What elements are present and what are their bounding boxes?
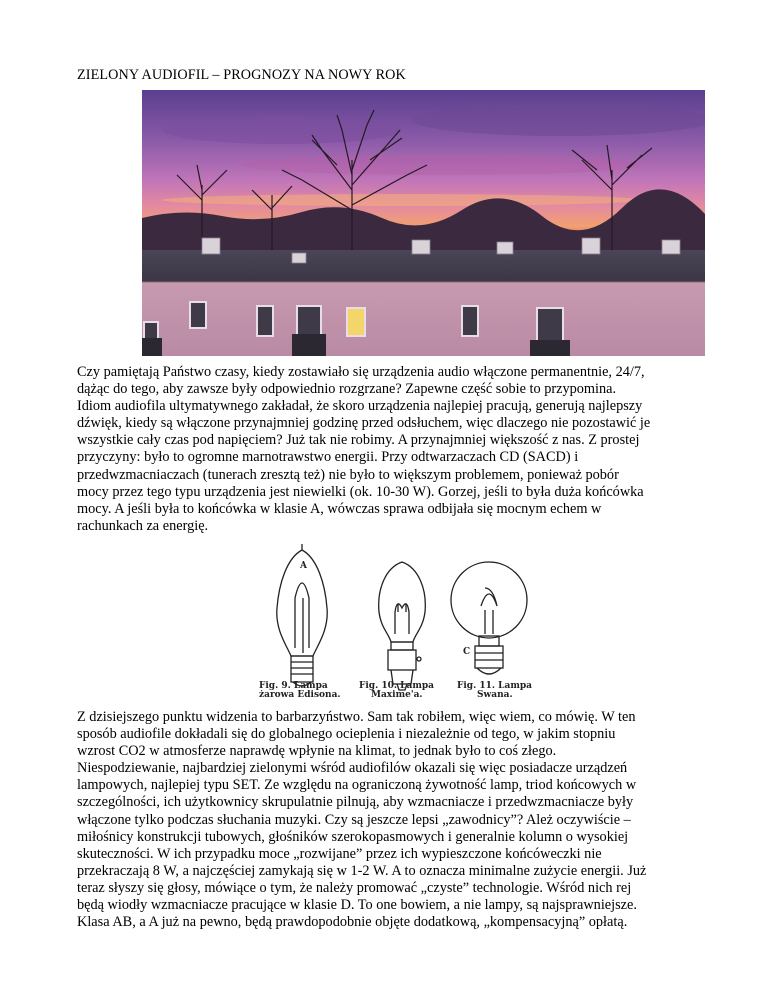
sunset-photo [142, 90, 705, 356]
text-line: Idiom audiofila ultymatywnego zakładał, że skoro urządzenia najlepiej pracują, generują najlepszy [77, 398, 643, 415]
text-line: szczególności, ich użytkownicy skrupulatnie pilnują, aby wzmacniacze i przedwzmacniacze były [77, 794, 634, 811]
text-line: sposób audiofile dokładali się do globalnego ocieplenia i niezależnie od tego, w jakim stopniu [77, 726, 616, 743]
text-line: rachunkach za energię. [77, 517, 209, 534]
swan-lamp-icon [451, 562, 527, 674]
text-line: Klasa AB, a A już na pewno, będą prawdopodobnie objęte dodatkową, „kompensacyjną” opłatą. [77, 914, 628, 931]
paragraph-2 [77, 709, 697, 931]
caption-fig11-line1: Fig. 11. Lampa [457, 681, 532, 691]
text-line: Z dzisiejszego punktu widzenia to barbarzyństwo. Sam tak robiłem, więc wiem, co mówię. W ten [77, 709, 636, 725]
text-line: miłośnicy konstrukcji tubowych, głośników szerokopasmowych i generalnie kolumn o wysokiej [77, 828, 629, 845]
text-line: mocy. A jeśli była to końcówka w klasie A, wówczas sprawa odbijała się mocnym echem w [77, 500, 602, 517]
maxim-lamp-icon [379, 562, 426, 690]
paragraph-1 [77, 364, 697, 535]
text-line: wzrost CO2 w atmosferze naprawdę wpłynie na klimat, to jednak było to coś złego. [77, 743, 557, 760]
text-line: będą wiodły wzmacniacze pracujące w klasie D. To one bowiem, a nie lampy, są najsprawniejsze. [77, 897, 637, 914]
lamp-illustration [257, 538, 567, 698]
caption-fig10-line1: Fig. 10. Lampa [359, 681, 434, 691]
text-line: wszystkie cały czas pod napięciem? Już tak nie robimy. A przynajmniej większość z nas. Z prostej [77, 432, 640, 449]
text-line: mocy przez tego typu urządzenia jest niewielki (ok. 10-30 W). Gorzej, jeśli to była duża końcówka [77, 483, 644, 500]
caption-fig11-line2: Swana. [477, 690, 513, 698]
caption-fig9-line2: żarowa Edisona. [259, 690, 341, 698]
text-line: dążąc do tego, aby zawsze były odpowiednio rozgrzane? Zapewne część sobie to przypomina. [77, 381, 617, 398]
text-line: Niespodziewanie, najbardziej zielonymi wśród audiofilów okazali się więc posiadacze urządzeń [77, 760, 628, 777]
lamp-c-label: C [463, 647, 471, 657]
text-line: przyczyny: było to ogromne marnotrawstwo energii. Przy odtwarzaczach CD (SACD) i [77, 449, 579, 466]
text-line: przedwzmacniaczach (tunerach zresztą też) nie było to większym problemem, ponieważ pobór [77, 466, 619, 483]
caption-fig9-line1: Fig. 9. Lampa [259, 681, 328, 691]
caption-fig10-line2: Maxime'a. [371, 690, 423, 698]
text-line: włączone tylko podczas słuchania muzyki. Czy są jeszcze lepsi „zawodnicy”? Ależ oczywiście – [77, 811, 631, 828]
lamp-a-label: A [300, 561, 307, 571]
text-line: dźwięk, kiedy są włączone przynajmniej godzinę przed odsłuchem, więc dlaczego nie pozostawić je [77, 415, 651, 432]
text-line: przekraczają 8 W, a najczęściej zamykają się w 1-2 W. A to oznacza minimalne zużycie energii. Już [77, 862, 647, 879]
text-line: lampowych, najlepiej typu SET. Ze względu na ograniczoną żywotność lamp, triod końcowych w [77, 777, 637, 794]
document-title: ZIELONY AUDIOFIL – PROGNOZY NA NOWY ROK [77, 67, 406, 83]
text-line: teraz słyszy się głosy, mówiące o tym, że należy promować „czyste” technologie. Wśród nich rej [77, 879, 632, 896]
text-line: skuteczności. W ich przypadku moce „rozwijane” przez ich wypieszczone końcóweczki nie [77, 845, 602, 862]
text-line: Czy pamiętają Państwo czasy, kiedy zostawiało się urządzenia audio włączone permanentnie, 24/7, [77, 364, 645, 380]
